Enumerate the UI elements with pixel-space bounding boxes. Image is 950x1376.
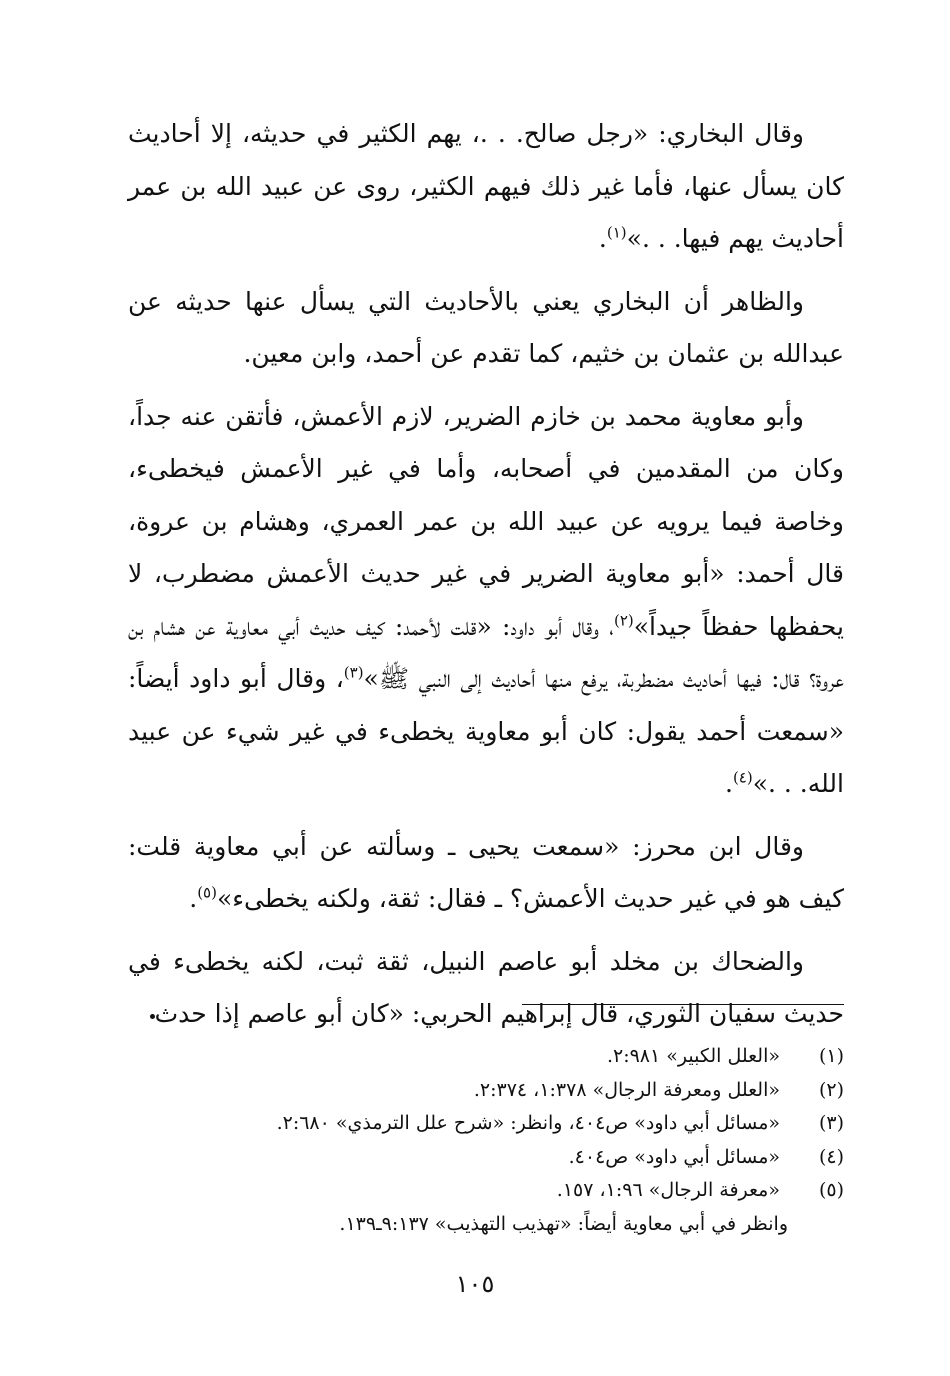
footnote-text: «العلل ومعرفة الرجال» ١:٣٧٨، ٢:٣٧٤. <box>473 1078 780 1101</box>
main-text <box>128 108 844 1051</box>
footnote-number: (٤) <box>818 1145 844 1168</box>
footnote-continuation: وانظر في أبي معاوية أيضاً: «تهذيب التهذيب» ٩:١٣٧ـ١٣٩. <box>339 1212 788 1235</box>
footnote-text: «مسائل أبي داود» ص٤٠٤. <box>568 1145 780 1168</box>
footnote-number: (٥) <box>818 1179 844 1201</box>
footnote <box>150 1174 844 1208</box>
paragraph: والضحاك بن مخلد أبو عاصم النبيل، ثقة ثبت، لكنه يخطىء في حديث سفيان الثوري، قال إبراهيم الحربي: «كان أبو عاصم إذا حدث <box>128 946 844 1028</box>
footnotes <box>150 1040 844 1241</box>
paragraph: وقال ابن محرز: «سمعت يحيى ـ وسألته عن أبي معاوية قلت: كيف هو في غير حديث الأعمش؟ ـ فقال: ثقة، ولكنه يخطىء»$^{(٥)}$. <box>128 831 844 913</box>
footnote-number: (١) <box>818 1045 844 1067</box>
footnote-ref[interactable]: (٤) <box>732 768 753 787</box>
footnote-text: «مسائل أبي داود» ص٤٠٤، وانظر: «شرح علل الترمذي» ٢:٦٨٠. <box>276 1112 780 1134</box>
footnote <box>150 1107 844 1141</box>
footnote-number: (٢) <box>818 1078 844 1101</box>
footnote-text: «معرفة الرجال» ١:٩٦، ١٥٧. <box>556 1179 780 1201</box>
footnote-ref[interactable]: (٣) <box>343 663 364 682</box>
footnote-ref[interactable]: (٥) <box>197 883 217 902</box>
paragraph: والظاهر أن البخاري يعني بالأحاديث التي يسأل عنها حديثه عن عبدالله بن عثمان بن خثيم، كما تقدم عن أحمد، وابن معين. <box>128 286 844 368</box>
footnote-text: «العلل الكبير» ٢:٩٨١. <box>606 1045 780 1067</box>
footnote <box>150 1141 844 1175</box>
paragraph: وقال البخاري: «رجل صالح. . .، يهم الكثير في حديثه، إلا أحاديث كان يسأل عنها، فأما غير ذلك فيهم الكثير، روى عن عبيد الله بن عمر أحاديث يهم فيها. . .»$^{(١)}$. <box>128 119 844 253</box>
footnote <box>150 1040 844 1074</box>
footnote-ref[interactable]: (٢) <box>613 611 634 630</box>
footnote-number: (٣) <box>818 1112 844 1134</box>
footnote <box>150 1074 844 1108</box>
page-number: ١٠٥ <box>455 1270 495 1298</box>
footnote-divider <box>522 1004 844 1005</box>
footnote-ref[interactable]: (١) <box>606 223 627 242</box>
paragraph: وأبو معاوية محمد بن خازم الضرير، لازم الأعمش، فأتقن عنه جداً، وكان من المقدمين في أصحابه، وأما في غير الأعمش فيخطىء، وخاصة فيما يرويه عن عبيد الله بن عمر العمري، وهشام بن عروة، قال أحمد: «أبو معاوية الضرير في غير حديث الأعمش مضطرب، لا يحفظها حفظاً جيداً»$^{(٢)}$، وقال أبو داود: «قلت لأحمد: كيف حديث أبي معاوية عن هشام بن عروة؟ قال: فيها أحاديث مضطربة، يرفع منها أحاديث إلى النبي ﷺ»$^{(٣)}$، وقال أبو داود أيضاً: «سمعت أحمد يقول: كان أبو معاوية يخطىء في غير شيء عن عبيد الله. . .»$^{(٤)}$. <box>128 401 845 798</box>
stray-dot <box>150 1014 155 1019</box>
